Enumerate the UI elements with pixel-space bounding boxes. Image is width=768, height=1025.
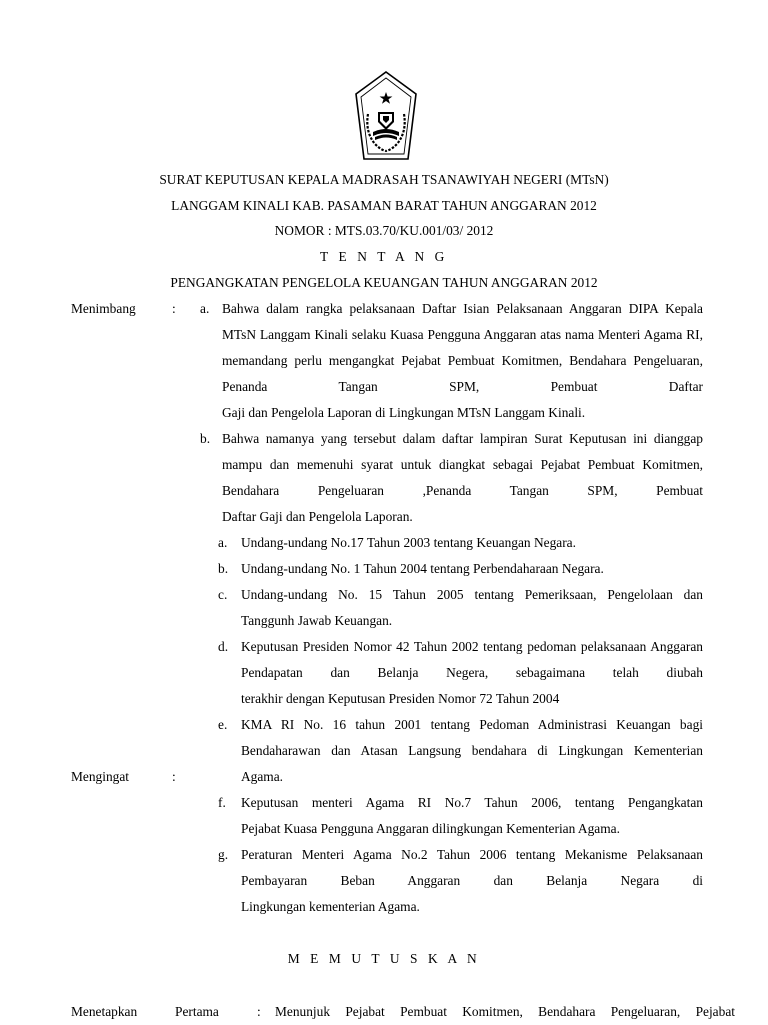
mengingat-item-f <box>241 790 703 842</box>
text-line: Menteri Agama RI, memandang perlu mengangkat Pejabat Pembuat <box>222 327 703 368</box>
menimbang-item-b <box>222 426 703 530</box>
menimbang-item-marker: b. <box>200 431 211 446</box>
mengingat-item-marker: f. <box>218 795 226 810</box>
mengingat-item-marker: g. <box>218 847 229 862</box>
ministry-emblem-logo <box>353 70 419 162</box>
mengingat-item-marker: d. <box>218 639 229 654</box>
text-line: Menunjuk Pejabat Pembuat Komitmen, Bendahara Pengeluaran, Pejabat <box>275 1004 735 1019</box>
text-line: Undang-undang No. 15 Tahun 2005 tentang Pemeriksaan, Pengelolaan dan <box>241 587 703 602</box>
text-line: Gaji dan Pengelola Laporan di Lingkungan MTsN Langgam Kinali. <box>222 405 586 420</box>
text-line: Lingkungan kementerian Agama. <box>241 899 420 914</box>
decree-title-line-2: LANGGAM KINALI KAB. PASAMAN BARAT TAHUN ANGGARAN 2012 <box>171 198 597 213</box>
mengingat-item-marker: c. <box>218 587 228 602</box>
text-line: Keputusan menteri Agama RI No.7 Tahun 2006, tentang Pengangkatan <box>241 795 703 810</box>
mengingat-item-c <box>241 582 703 634</box>
mengingat-item-g <box>241 842 703 920</box>
mengingat-item-marker: a. <box>218 535 228 550</box>
decree-number: NOMOR : MTS.03.70/KU.001/03/ 2012 <box>274 223 494 238</box>
menimbang-label: Menimbang <box>71 301 136 316</box>
text-line: Tanggunh Jawab Keuangan. <box>241 613 393 628</box>
mengingat-item-d <box>241 634 703 712</box>
text-line: Pejabat Kuasa Pengguna Anggaran dilingkungan Kementerian Agama. <box>241 821 620 836</box>
decree-title-line-1: SURAT KEPUTUSAN KEPALA MADRASAH TSANAWIYAH NEGERI (MTsN) <box>159 172 609 187</box>
memutuskan-heading: M E M U T U S K A N <box>287 951 481 966</box>
text-line: Peraturan Menteri Agama No.2 Tahun 2006 tentang Mekanisme <box>241 847 628 862</box>
text-line: Pelaksanaan Pembayaran Beban Anggaran dan Belanja Negara di <box>241 847 703 888</box>
decree-subject: PENGANGKATAN PENGELOLA KEUANGAN TAHUN ANGGARAN 2012 <box>170 275 598 290</box>
text-line: KMA RI No. 16 tahun 2001 tentang Pedoman Administrasi Keuangan bagi <box>241 717 703 732</box>
tentang-heading: T E N T A N G <box>320 249 448 264</box>
mengingat-label: Mengingat <box>71 769 130 784</box>
text-line: Pembuat Komitmen, Bendahara Pengeluaran ,Penanda Tangan SPM, Pembuat <box>222 457 703 498</box>
mengingat-item-a: Undang-undang No.17 Tahun 2003 tentang Keuangan Negara. <box>241 535 576 550</box>
text-line: Bahwa dalam rangka pelaksanaan Daftar Isian Pelaksanaan Anggaran DIPA <box>222 301 658 316</box>
pertama-label: Pertama <box>175 1004 219 1019</box>
menetapkan-label: Menetapkan <box>71 1004 138 1019</box>
text-line: Agama. <box>241 769 284 784</box>
mengingat-colon: : <box>172 769 176 784</box>
pertama-text <box>275 999 735 1025</box>
text-line: Anggaran Pendapatan dan Belanja Negera, sebagaimana telah diubah <box>241 639 704 680</box>
text-line: Komitmen, Bendahara Pengeluaran, Penanda Tangan SPM, Pembuat Daftar <box>222 353 703 394</box>
menimbang-colon: : <box>172 301 176 316</box>
mengingat-item-e <box>241 712 703 790</box>
text-line: Keputusan Presiden Nomor 42 Tahun 2002 tentang pedoman pelaksanaan <box>241 639 647 654</box>
mengingat-item-marker: b. <box>218 561 229 576</box>
text-line: Daftar Gaji dan Pengelola Laporan. <box>222 509 413 524</box>
text-line: dianggap mampu dan memenuhi syarat untuk diangkat sebagai Pejabat <box>222 431 703 472</box>
menimbang-item-a <box>222 296 703 426</box>
text-line: terakhir dengan Keputusan Presiden Nomor 72 Tahun 2004 <box>241 691 560 706</box>
text-line: Bahwa namanya yang tersebut dalam daftar lampiran Surat Keputusan ini <box>222 431 648 446</box>
menetapkan-colon: : <box>257 1004 261 1019</box>
mengingat-item-marker: e. <box>218 717 228 732</box>
text-line: Kepala MTsN Langgam Kinali selaku Kuasa Pengguna Anggaran atas nama <box>222 301 703 342</box>
menimbang-item-marker: a. <box>200 301 210 316</box>
mengingat-item-b: Undang-undang No. 1 Tahun 2004 tentang Perbendaharaan Negara. <box>241 561 604 576</box>
text-line: Bendaharawan dan Atasan Langsung bendahara di Lingkungan Kementerian <box>241 743 703 758</box>
